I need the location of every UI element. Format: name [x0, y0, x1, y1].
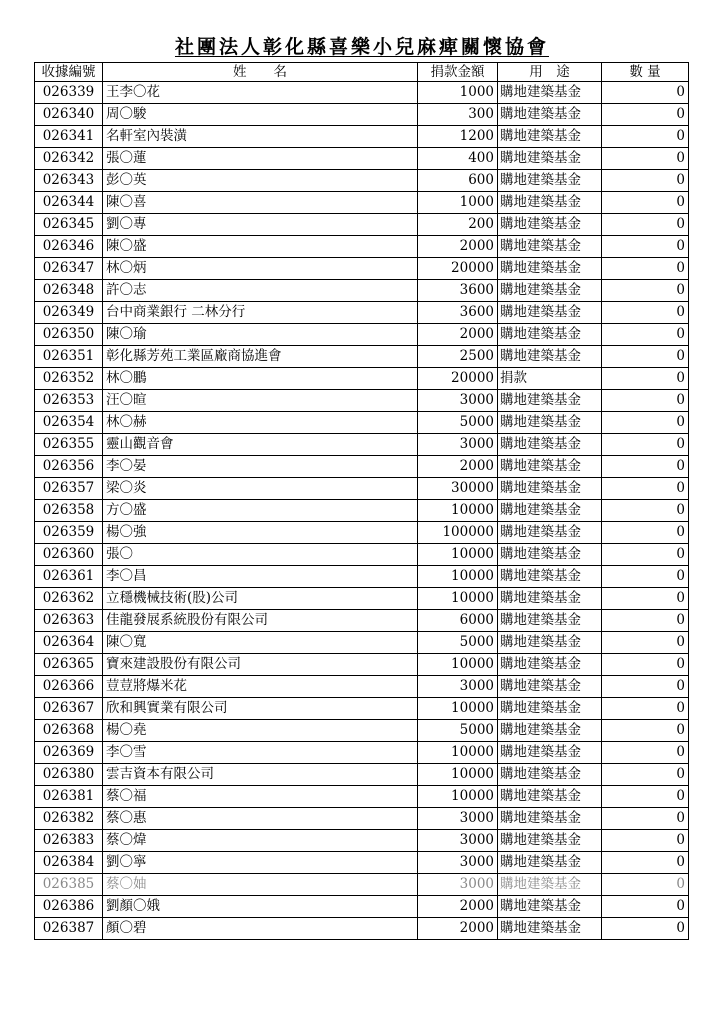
donor-name-cell: 林〇鵬 — [103, 368, 418, 390]
quantity-cell: 0 — [602, 478, 689, 500]
quantity-cell: 0 — [602, 456, 689, 478]
receipt-no-cell: 026368 — [35, 720, 103, 742]
table-row — [35, 698, 689, 720]
table-row — [35, 874, 689, 896]
donor-name-cell: 陳〇喜 — [103, 192, 418, 214]
amount-cell: 5000 — [418, 720, 498, 742]
table-row — [35, 588, 689, 610]
receipt-no-cell: 026351 — [35, 346, 103, 368]
donor-name-cell: 彭〇英 — [103, 170, 418, 192]
table-row — [35, 126, 689, 148]
purpose-cell: 購地建築基金 — [498, 500, 602, 522]
purpose-cell: 購地建築基金 — [498, 192, 602, 214]
table-row — [35, 896, 689, 918]
amount-cell: 3000 — [418, 434, 498, 456]
donor-name-cell: 名軒室內裝潢 — [103, 126, 418, 148]
receipt-no-cell: 026367 — [35, 698, 103, 720]
receipt-no-cell: 026356 — [35, 456, 103, 478]
amount-cell: 10000 — [418, 500, 498, 522]
purpose-cell: 購地建築基金 — [498, 258, 602, 280]
amount-cell: 300 — [418, 104, 498, 126]
receipt-no-cell: 026359 — [35, 522, 103, 544]
donor-name-cell: 蔡〇妯 — [103, 874, 418, 896]
receipt-no-cell: 026357 — [35, 478, 103, 500]
quantity-cell: 0 — [602, 214, 689, 236]
purpose-cell: 購地建築基金 — [498, 390, 602, 412]
quantity-cell: 0 — [602, 632, 689, 654]
donor-name-cell: 顏〇碧 — [103, 918, 418, 940]
table-row — [35, 918, 689, 940]
table-row — [35, 522, 689, 544]
purpose-cell: 購地建築基金 — [498, 214, 602, 236]
header-amount: 捐款金額 — [418, 63, 498, 82]
receipt-no-cell: 026365 — [35, 654, 103, 676]
amount-cell: 3000 — [418, 830, 498, 852]
amount-cell: 1000 — [418, 192, 498, 214]
quantity-cell: 0 — [602, 566, 689, 588]
purpose-cell: 購地建築基金 — [498, 346, 602, 368]
receipt-no-cell: 026352 — [35, 368, 103, 390]
receipt-no-cell: 026339 — [35, 82, 103, 104]
amount-cell: 200 — [418, 214, 498, 236]
receipt-no-cell: 026361 — [35, 566, 103, 588]
amount-cell: 30000 — [418, 478, 498, 500]
receipt-no-cell: 026363 — [35, 610, 103, 632]
quantity-cell: 0 — [602, 588, 689, 610]
quantity-cell: 0 — [602, 346, 689, 368]
header-purpose: 用 途 — [498, 63, 602, 82]
amount-cell: 2000 — [418, 918, 498, 940]
amount-cell: 3000 — [418, 852, 498, 874]
purpose-cell: 購地建築基金 — [498, 104, 602, 126]
receipt-no-cell: 026387 — [35, 918, 103, 940]
receipt-no-cell: 026344 — [35, 192, 103, 214]
quantity-cell: 0 — [602, 720, 689, 742]
quantity-cell: 0 — [602, 786, 689, 808]
table-row — [35, 104, 689, 126]
table-row — [35, 280, 689, 302]
purpose-cell: 購地建築基金 — [498, 324, 602, 346]
table-row — [35, 456, 689, 478]
amount-cell: 100000 — [418, 522, 498, 544]
receipt-no-cell: 026353 — [35, 390, 103, 412]
quantity-cell: 0 — [602, 852, 689, 874]
donor-name-cell: 楊〇強 — [103, 522, 418, 544]
amount-cell: 10000 — [418, 742, 498, 764]
quantity-cell: 0 — [602, 324, 689, 346]
quantity-cell: 0 — [602, 896, 689, 918]
quantity-cell: 0 — [602, 764, 689, 786]
quantity-cell: 0 — [602, 698, 689, 720]
purpose-cell: 購地建築基金 — [498, 808, 602, 830]
receipt-no-cell: 026369 — [35, 742, 103, 764]
donor-name-cell: 許〇志 — [103, 280, 418, 302]
amount-cell: 5000 — [418, 412, 498, 434]
donor-name-cell: 劉〇寧 — [103, 852, 418, 874]
table-row — [35, 214, 689, 236]
donor-name-cell: 林〇赫 — [103, 412, 418, 434]
purpose-cell: 購地建築基金 — [498, 852, 602, 874]
donor-name-cell: 梁〇炎 — [103, 478, 418, 500]
donor-name-cell: 佳龍發展系統股份有限公司 — [103, 610, 418, 632]
table-row — [35, 786, 689, 808]
table-row — [35, 82, 689, 104]
amount-cell: 10000 — [418, 786, 498, 808]
donor-name-cell: 張〇 — [103, 544, 418, 566]
donor-name-cell: 靈山觀音會 — [103, 434, 418, 456]
donor-name-cell: 林〇炳 — [103, 258, 418, 280]
quantity-cell: 0 — [602, 522, 689, 544]
table-row — [35, 720, 689, 742]
amount-cell: 10000 — [418, 566, 498, 588]
donor-name-cell: 汪〇暄 — [103, 390, 418, 412]
quantity-cell: 0 — [602, 82, 689, 104]
donor-name-cell: 蔡〇福 — [103, 786, 418, 808]
donor-name-cell: 劉顏〇娥 — [103, 896, 418, 918]
table-row — [35, 412, 689, 434]
purpose-cell: 購地建築基金 — [498, 764, 602, 786]
receipt-no-cell: 026348 — [35, 280, 103, 302]
receipt-no-cell: 026366 — [35, 676, 103, 698]
amount-cell: 5000 — [418, 632, 498, 654]
quantity-cell: 0 — [602, 434, 689, 456]
amount-cell: 400 — [418, 148, 498, 170]
donation-table — [34, 62, 689, 940]
receipt-no-cell: 026380 — [35, 764, 103, 786]
table-row — [35, 830, 689, 852]
purpose-cell: 購地建築基金 — [498, 280, 602, 302]
amount-cell: 10000 — [418, 588, 498, 610]
purpose-cell: 購地建築基金 — [498, 434, 602, 456]
receipt-no-cell: 026350 — [35, 324, 103, 346]
amount-cell: 3000 — [418, 676, 498, 698]
purpose-cell: 購地建築基金 — [498, 522, 602, 544]
quantity-cell: 0 — [602, 500, 689, 522]
donor-name-cell: 台中商業銀行 二林分行 — [103, 302, 418, 324]
purpose-cell: 購地建築基金 — [498, 720, 602, 742]
purpose-cell: 購地建築基金 — [498, 676, 602, 698]
table-row — [35, 742, 689, 764]
table-row — [35, 302, 689, 324]
receipt-no-cell: 026346 — [35, 236, 103, 258]
purpose-cell: 購地建築基金 — [498, 610, 602, 632]
purpose-cell: 購地建築基金 — [498, 236, 602, 258]
receipt-no-cell: 026358 — [35, 500, 103, 522]
receipt-no-cell: 026383 — [35, 830, 103, 852]
quantity-cell: 0 — [602, 236, 689, 258]
amount-cell: 6000 — [418, 610, 498, 632]
purpose-cell: 購地建築基金 — [498, 830, 602, 852]
amount-cell: 20000 — [418, 258, 498, 280]
amount-cell: 2000 — [418, 324, 498, 346]
table-body — [35, 82, 689, 940]
purpose-cell: 購地建築基金 — [498, 544, 602, 566]
quantity-cell: 0 — [602, 412, 689, 434]
amount-cell: 3000 — [418, 874, 498, 896]
purpose-cell: 購地建築基金 — [498, 742, 602, 764]
amount-cell: 2500 — [418, 346, 498, 368]
purpose-cell: 購地建築基金 — [498, 170, 602, 192]
purpose-cell: 購地建築基金 — [498, 126, 602, 148]
receipt-no-cell: 026384 — [35, 852, 103, 874]
table-row — [35, 632, 689, 654]
table-row — [35, 324, 689, 346]
donor-name-cell: 陳〇盛 — [103, 236, 418, 258]
donor-name-cell: 蔡〇煒 — [103, 830, 418, 852]
purpose-cell: 購地建築基金 — [498, 698, 602, 720]
purpose-cell: 購地建築基金 — [498, 588, 602, 610]
table-row — [35, 544, 689, 566]
header-name: 姓 名 — [103, 63, 418, 82]
table-row — [35, 258, 689, 280]
receipt-no-cell: 026354 — [35, 412, 103, 434]
quantity-cell: 0 — [602, 104, 689, 126]
table-row — [35, 764, 689, 786]
quantity-cell: 0 — [602, 126, 689, 148]
donor-name-cell: 彰化縣芳苑工業區廠商協進會 — [103, 346, 418, 368]
table-row — [35, 654, 689, 676]
receipt-no-cell: 026342 — [35, 148, 103, 170]
receipt-no-cell: 026362 — [35, 588, 103, 610]
table-row — [35, 236, 689, 258]
document-title-text: 社團法人彰化縣喜樂小兒麻痺關懷協會 — [174, 36, 549, 58]
quantity-cell: 0 — [602, 390, 689, 412]
donor-name-cell: 立穩機械技術(股)公司 — [103, 588, 418, 610]
quantity-cell: 0 — [602, 830, 689, 852]
donor-name-cell: 方〇盛 — [103, 500, 418, 522]
receipt-no-cell: 026347 — [35, 258, 103, 280]
quantity-cell: 0 — [602, 654, 689, 676]
purpose-cell: 購地建築基金 — [498, 412, 602, 434]
amount-cell: 2000 — [418, 896, 498, 918]
amount-cell: 1000 — [418, 82, 498, 104]
table-row — [35, 148, 689, 170]
purpose-cell: 購地建築基金 — [498, 302, 602, 324]
donor-name-cell: 劉〇專 — [103, 214, 418, 236]
table-row — [35, 368, 689, 390]
table-row — [35, 808, 689, 830]
amount-cell: 10000 — [418, 654, 498, 676]
receipt-no-cell: 026360 — [35, 544, 103, 566]
donor-name-cell: 李〇雪 — [103, 742, 418, 764]
table-row — [35, 610, 689, 632]
amount-cell: 3600 — [418, 302, 498, 324]
donor-name-cell: 寶來建設股份有限公司 — [103, 654, 418, 676]
table-row — [35, 434, 689, 456]
document-title — [0, 34, 724, 60]
receipt-no-cell: 026355 — [35, 434, 103, 456]
purpose-cell: 購地建築基金 — [498, 896, 602, 918]
receipt-no-cell: 026381 — [35, 786, 103, 808]
table-row — [35, 500, 689, 522]
receipt-no-cell: 026343 — [35, 170, 103, 192]
purpose-cell: 購地建築基金 — [498, 82, 602, 104]
table-row — [35, 170, 689, 192]
donor-name-cell: 周〇駿 — [103, 104, 418, 126]
table-row — [35, 390, 689, 412]
donor-name-cell: 李〇晏 — [103, 456, 418, 478]
donor-name-cell: 欣和興實業有限公司 — [103, 698, 418, 720]
donor-name-cell: 李〇昌 — [103, 566, 418, 588]
quantity-cell: 0 — [602, 808, 689, 830]
quantity-cell: 0 — [602, 302, 689, 324]
quantity-cell: 0 — [602, 918, 689, 940]
purpose-cell: 購地建築基金 — [498, 918, 602, 940]
table-row — [35, 478, 689, 500]
quantity-cell: 0 — [602, 170, 689, 192]
purpose-cell: 捐款 — [498, 368, 602, 390]
purpose-cell: 購地建築基金 — [498, 874, 602, 896]
quantity-cell: 0 — [602, 148, 689, 170]
amount-cell: 10000 — [418, 764, 498, 786]
quantity-cell: 0 — [602, 676, 689, 698]
receipt-no-cell: 026345 — [35, 214, 103, 236]
purpose-cell: 購地建築基金 — [498, 654, 602, 676]
donor-name-cell: 雲吉資本有限公司 — [103, 764, 418, 786]
quantity-cell: 0 — [602, 280, 689, 302]
donor-name-cell: 楊〇堯 — [103, 720, 418, 742]
purpose-cell: 購地建築基金 — [498, 456, 602, 478]
table-row — [35, 346, 689, 368]
receipt-no-cell: 026386 — [35, 896, 103, 918]
donor-name-cell: 張〇蓮 — [103, 148, 418, 170]
header-receipt-no: 收據編號 — [35, 63, 103, 82]
receipt-no-cell: 026385 — [35, 874, 103, 896]
purpose-cell: 購地建築基金 — [498, 478, 602, 500]
receipt-no-cell: 026340 — [35, 104, 103, 126]
donor-name-cell: 陳〇寬 — [103, 632, 418, 654]
receipt-no-cell: 026382 — [35, 808, 103, 830]
amount-cell: 20000 — [418, 368, 498, 390]
purpose-cell: 購地建築基金 — [498, 566, 602, 588]
quantity-cell: 0 — [602, 258, 689, 280]
amount-cell: 2000 — [418, 236, 498, 258]
quantity-cell: 0 — [602, 742, 689, 764]
receipt-no-cell: 026364 — [35, 632, 103, 654]
table-row — [35, 852, 689, 874]
quantity-cell: 0 — [602, 192, 689, 214]
donor-name-cell: 王李〇花 — [103, 82, 418, 104]
table-header — [35, 63, 689, 82]
amount-cell: 2000 — [418, 456, 498, 478]
table-row — [35, 676, 689, 698]
donor-name-cell: 蔡〇惠 — [103, 808, 418, 830]
amount-cell: 10000 — [418, 698, 498, 720]
quantity-cell: 0 — [602, 544, 689, 566]
donor-name-cell: 陳〇瑜 — [103, 324, 418, 346]
amount-cell: 600 — [418, 170, 498, 192]
amount-cell: 3000 — [418, 390, 498, 412]
header-row — [35, 63, 689, 82]
quantity-cell: 0 — [602, 368, 689, 390]
amount-cell: 3600 — [418, 280, 498, 302]
table-row — [35, 566, 689, 588]
header-quantity: 數 量 — [602, 63, 689, 82]
donor-name-cell: 荳荳將爆米花 — [103, 676, 418, 698]
amount-cell: 10000 — [418, 544, 498, 566]
table-row — [35, 192, 689, 214]
purpose-cell: 購地建築基金 — [498, 148, 602, 170]
receipt-no-cell: 026341 — [35, 126, 103, 148]
quantity-cell: 0 — [602, 874, 689, 896]
receipt-no-cell: 026349 — [35, 302, 103, 324]
purpose-cell: 購地建築基金 — [498, 632, 602, 654]
amount-cell: 1200 — [418, 126, 498, 148]
amount-cell: 3000 — [418, 808, 498, 830]
quantity-cell: 0 — [602, 610, 689, 632]
purpose-cell: 購地建築基金 — [498, 786, 602, 808]
